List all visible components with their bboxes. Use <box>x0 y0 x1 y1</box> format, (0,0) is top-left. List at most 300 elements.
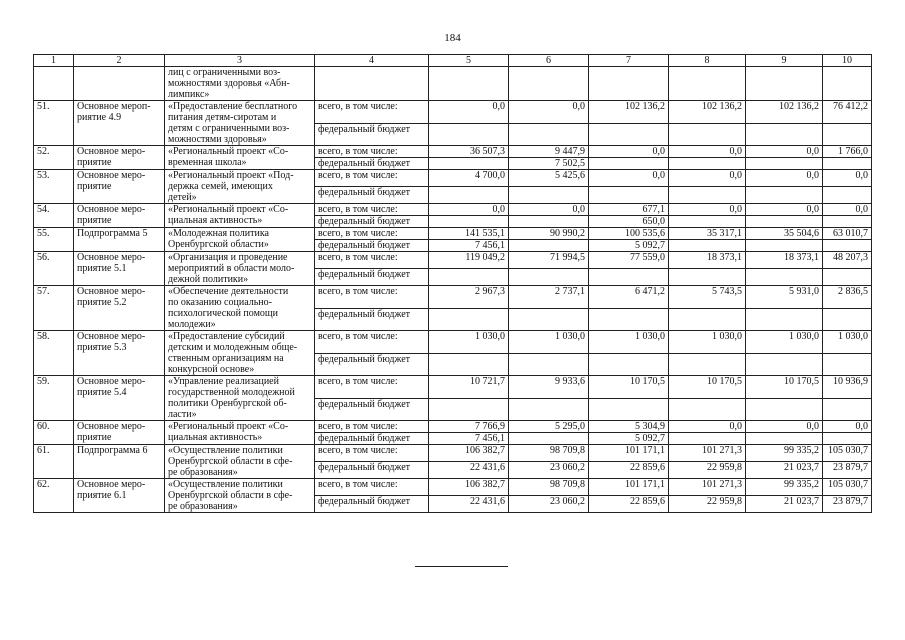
row-type-cell <box>74 445 165 479</box>
footer-rule <box>415 566 508 567</box>
amount-cell <box>746 308 823 331</box>
funding-source: всего, в том числе: <box>315 252 429 269</box>
amount-cell: 2 967,3 <box>429 286 509 309</box>
column-number: 7 <box>589 55 669 67</box>
amount-cell: 21 023,7 <box>746 462 823 479</box>
table-row <box>34 252 872 269</box>
amount-cell <box>429 67 509 101</box>
amount-cell: 10 936,9 <box>823 376 872 399</box>
row-name-line: можностями здоровья» <box>168 134 267 145</box>
amount-cell: 35 317,1 <box>669 228 746 240</box>
row-name-line: детям с ограниченными воз- <box>168 123 290 134</box>
amount-cell: 98 709,8 <box>509 479 589 496</box>
row-type-line: Основное меро- <box>77 252 146 263</box>
amount-cell: 5 931,0 <box>746 286 823 309</box>
amount-cell <box>746 67 823 101</box>
row-name-line: питания детям-сиротам и <box>168 112 277 123</box>
amount-cell <box>746 353 823 376</box>
amount-cell <box>509 308 589 331</box>
amount-cell <box>429 353 509 376</box>
amount-cell: 5 295,0 <box>509 421 589 433</box>
amount-cell: 0,0 <box>746 170 823 187</box>
row-name-line: ре образования» <box>168 467 238 478</box>
amount-cell <box>823 187 872 204</box>
row-name-cell <box>165 146 315 170</box>
row-type-line: Основное меро- <box>77 376 146 387</box>
amount-cell: 1 030,0 <box>746 331 823 354</box>
row-type-cell <box>74 376 165 421</box>
amount-cell <box>589 398 669 421</box>
amount-cell <box>823 308 872 331</box>
row-type-line: приятие 5.2 <box>77 297 127 308</box>
funding-source: федеральный бюджет <box>315 398 429 421</box>
row-number: 58. <box>34 331 74 376</box>
row-type-line: приятие 5.4 <box>77 387 127 398</box>
amount-cell: 102 136,2 <box>669 101 746 124</box>
amount-cell: 0,0 <box>746 421 823 433</box>
row-name-line: «Региональный проект «Со- <box>168 204 289 215</box>
table-row <box>34 67 872 101</box>
amount-cell: 22 959,8 <box>669 496 746 513</box>
amount-cell: 10 170,5 <box>669 376 746 399</box>
row-type-line: риятие 4.9 <box>77 112 122 123</box>
amount-cell <box>746 158 823 170</box>
amount-cell <box>823 433 872 445</box>
row-name-line: «Организация и проведение <box>168 252 288 263</box>
column-number: 2 <box>74 55 165 67</box>
funding-source: федеральный бюджет <box>315 353 429 376</box>
row-type-line: Основное мероп- <box>77 101 151 112</box>
amount-cell: 1 030,0 <box>669 331 746 354</box>
amount-cell: 76 412,2 <box>823 101 872 124</box>
funding-source: федеральный бюджет <box>315 462 429 479</box>
amount-cell <box>746 216 823 228</box>
amount-cell: 119 049,2 <box>429 252 509 269</box>
row-name-line: психологической помощи <box>168 308 278 319</box>
row-name-line: можностями здоровья «Абн- <box>168 78 290 89</box>
column-number-row <box>34 55 872 67</box>
row-type-line: Основное меро- <box>77 286 146 297</box>
amount-cell: 22 859,6 <box>589 462 669 479</box>
amount-cell: 1 030,0 <box>823 331 872 354</box>
row-type-cell <box>74 228 165 252</box>
amount-cell: 22 959,8 <box>669 462 746 479</box>
amount-cell: 0,0 <box>823 170 872 187</box>
amount-cell: 0,0 <box>669 146 746 158</box>
row-name-cell <box>165 479 315 513</box>
row-type-line: Основное меро- <box>77 204 146 215</box>
amount-cell: 21 023,7 <box>746 496 823 513</box>
amount-cell <box>746 187 823 204</box>
row-number: 55. <box>34 228 74 252</box>
row-number: 51. <box>34 101 74 146</box>
amount-cell: 106 382,7 <box>429 445 509 462</box>
row-type-cell <box>74 331 165 376</box>
row-name-line: лимпикс» <box>168 89 210 100</box>
amount-cell: 0,0 <box>669 170 746 187</box>
row-name-line: Оренбургской области в сфе- <box>168 490 293 501</box>
amount-cell <box>429 398 509 421</box>
row-name-line: «Предоставление субсидий <box>168 331 285 342</box>
amount-cell <box>746 398 823 421</box>
row-name-line: «Осуществление политики <box>168 479 283 490</box>
row-type-cell <box>74 479 165 513</box>
amount-cell: 9 933,6 <box>509 376 589 399</box>
row-name-cell <box>165 170 315 204</box>
row-number: 60. <box>34 421 74 445</box>
row-name-line: держка семей, имеющих <box>168 181 273 192</box>
column-number: 9 <box>746 55 823 67</box>
amount-cell <box>669 353 746 376</box>
amount-cell <box>669 158 746 170</box>
amount-cell: 0,0 <box>669 204 746 216</box>
row-type-line: Основное меро- <box>77 479 146 490</box>
amount-cell <box>589 187 669 204</box>
column-number: 1 <box>34 55 74 67</box>
row-name-line: ственным организациям на <box>168 353 284 364</box>
row-type-line: Подпрограмма 6 <box>77 445 148 456</box>
amount-cell: 1 030,0 <box>589 331 669 354</box>
amount-cell <box>823 158 872 170</box>
table-row <box>34 170 872 187</box>
amount-cell: 7 456,1 <box>429 240 509 252</box>
funding-source: всего, в том числе: <box>315 101 429 124</box>
amount-cell: 5 425,6 <box>509 170 589 187</box>
row-name-line: Оренбургской области» <box>168 239 269 250</box>
funding-source: федеральный бюджет <box>315 158 429 170</box>
table-row <box>34 146 872 158</box>
amount-cell <box>429 123 509 146</box>
funding-source <box>315 67 429 101</box>
amount-cell <box>746 240 823 252</box>
amount-cell <box>589 269 669 286</box>
row-type-cell <box>74 101 165 146</box>
amount-cell <box>669 67 746 101</box>
column-number: 5 <box>429 55 509 67</box>
row-name-line: «Обеспечение деятельности <box>168 286 289 297</box>
funding-source: всего, в том числе: <box>315 479 429 496</box>
amount-cell: 99 335,2 <box>746 445 823 462</box>
amount-cell: 6 471,2 <box>589 286 669 309</box>
amount-cell: 0,0 <box>746 146 823 158</box>
row-type-line: приятие 6.1 <box>77 490 127 501</box>
amount-cell: 0,0 <box>589 146 669 158</box>
table-row <box>34 286 872 309</box>
amount-cell: 2 836,5 <box>823 286 872 309</box>
row-type-line: приятие 5.1 <box>77 263 127 274</box>
funding-source: всего, в том числе: <box>315 421 429 433</box>
amount-cell <box>429 269 509 286</box>
amount-cell: 18 373,1 <box>746 252 823 269</box>
amount-cell: 100 535,6 <box>589 228 669 240</box>
row-name-line: детским и молодежным обще- <box>168 342 298 353</box>
amount-cell: 98 709,8 <box>509 445 589 462</box>
amount-cell: 71 994,5 <box>509 252 589 269</box>
row-name-line: мероприятий в области моло- <box>168 263 295 274</box>
row-type-cell <box>74 67 165 101</box>
amount-cell: 63 010,7 <box>823 228 872 240</box>
row-type-line: Основное меро- <box>77 170 146 181</box>
funding-source: всего, в том числе: <box>315 445 429 462</box>
amount-cell: 2 737,1 <box>509 286 589 309</box>
funding-source: федеральный бюджет <box>315 240 429 252</box>
amount-cell <box>589 308 669 331</box>
amount-cell: 1 030,0 <box>509 331 589 354</box>
row-name-line: временная школа» <box>168 157 247 168</box>
amount-cell: 23 060,2 <box>509 462 589 479</box>
row-name-cell <box>165 228 315 252</box>
row-number: 52. <box>34 146 74 170</box>
amount-cell: 10 170,5 <box>589 376 669 399</box>
amount-cell: 101 271,3 <box>669 445 746 462</box>
row-number: 54. <box>34 204 74 228</box>
amount-cell: 650,0 <box>589 216 669 228</box>
funding-source: федеральный бюджет <box>315 269 429 286</box>
amount-cell <box>509 433 589 445</box>
row-name-line: молодежи» <box>168 319 216 330</box>
amount-cell <box>823 123 872 146</box>
amount-cell <box>509 123 589 146</box>
amount-cell: 23 879,7 <box>823 462 872 479</box>
funding-source: федеральный бюджет <box>315 187 429 204</box>
row-type-line: Основное меро- <box>77 331 146 342</box>
amount-cell: 90 990,2 <box>509 228 589 240</box>
row-name-line: «Осуществление политики <box>168 445 283 456</box>
amount-cell: 0,0 <box>429 101 509 124</box>
row-name-line: ласти» <box>168 409 197 420</box>
row-number: 53. <box>34 170 74 204</box>
amount-cell: 5 743,5 <box>669 286 746 309</box>
funding-source: всего, в том числе: <box>315 204 429 216</box>
amount-cell: 101 271,3 <box>669 479 746 496</box>
row-name-cell <box>165 67 315 101</box>
amount-cell: 0,0 <box>509 204 589 216</box>
table-row <box>34 204 872 216</box>
amount-cell: 141 535,1 <box>429 228 509 240</box>
amount-cell: 36 507,3 <box>429 146 509 158</box>
amount-cell: 5 092,7 <box>589 433 669 445</box>
amount-cell <box>669 433 746 445</box>
amount-cell <box>823 216 872 228</box>
table-row <box>34 445 872 462</box>
amount-cell <box>589 158 669 170</box>
amount-cell: 0,0 <box>746 204 823 216</box>
row-type-line: Основное меро- <box>77 421 146 432</box>
amount-cell: 35 504,6 <box>746 228 823 240</box>
amount-cell <box>746 269 823 286</box>
amount-cell: 105 030,7 <box>823 445 872 462</box>
row-type-line: приятие 5.3 <box>77 342 127 353</box>
amount-cell: 23 060,2 <box>509 496 589 513</box>
amount-cell: 7 502,5 <box>509 158 589 170</box>
amount-cell <box>746 433 823 445</box>
amount-cell <box>589 123 669 146</box>
row-type-line: приятие <box>77 157 112 168</box>
funding-source: всего, в том числе: <box>315 228 429 240</box>
amount-cell: 22 859,6 <box>589 496 669 513</box>
row-name-cell <box>165 331 315 376</box>
table-row <box>34 376 872 399</box>
amount-cell <box>509 67 589 101</box>
row-name-cell <box>165 252 315 286</box>
amount-cell <box>669 123 746 146</box>
row-name-cell <box>165 101 315 146</box>
page-number: 184 <box>444 32 461 44</box>
row-type-line: приятие <box>77 181 112 192</box>
row-number: 59. <box>34 376 74 421</box>
amount-cell <box>746 123 823 146</box>
funding-source: федеральный бюджет <box>315 123 429 146</box>
amount-cell: 0,0 <box>589 170 669 187</box>
row-name-line: по оказанию социально- <box>168 297 272 308</box>
amount-cell: 4 700,0 <box>429 170 509 187</box>
amount-cell: 0,0 <box>509 101 589 124</box>
row-number: 61. <box>34 445 74 479</box>
funding-source: федеральный бюджет <box>315 216 429 228</box>
amount-cell <box>509 269 589 286</box>
amount-cell: 0,0 <box>669 421 746 433</box>
amount-cell <box>429 187 509 204</box>
amount-cell: 99 335,2 <box>746 479 823 496</box>
amount-cell <box>669 308 746 331</box>
amount-cell: 18 373,1 <box>669 252 746 269</box>
row-name-line: «Молодежная политика <box>168 228 269 239</box>
amount-cell <box>509 240 589 252</box>
row-name-line: «Региональный проект «Под- <box>168 170 294 181</box>
row-type-line: приятие <box>77 432 112 443</box>
funding-source: всего, в том числе: <box>315 376 429 399</box>
amount-cell: 7 766,9 <box>429 421 509 433</box>
funding-source: федеральный бюджет <box>315 496 429 513</box>
funding-source: федеральный бюджет <box>315 433 429 445</box>
funding-source: федеральный бюджет <box>315 308 429 331</box>
column-number: 10 <box>823 55 872 67</box>
row-number: 56. <box>34 252 74 286</box>
amount-cell <box>823 269 872 286</box>
amount-cell: 9 447,9 <box>509 146 589 158</box>
amount-cell: 10 170,5 <box>746 376 823 399</box>
row-name-line: государственной молодежной <box>168 387 295 398</box>
amount-cell: 0,0 <box>823 421 872 433</box>
row-name-line: детей» <box>168 192 197 203</box>
amount-cell <box>669 398 746 421</box>
column-number: 4 <box>315 55 429 67</box>
row-name-line: Оренбургской области в сфе- <box>168 456 293 467</box>
amount-cell: 1 030,0 <box>429 331 509 354</box>
funding-source: всего, в том числе: <box>315 170 429 187</box>
column-number: 8 <box>669 55 746 67</box>
amount-cell: 5 304,9 <box>589 421 669 433</box>
amount-cell: 102 136,2 <box>589 101 669 124</box>
table-row <box>34 101 872 124</box>
table-row <box>34 421 872 433</box>
table-row <box>34 228 872 240</box>
row-name-line: «Предоставление бесплатного <box>168 101 298 112</box>
column-number: 3 <box>165 55 315 67</box>
amount-cell <box>429 308 509 331</box>
amount-cell: 677,1 <box>589 204 669 216</box>
table-row <box>34 331 872 354</box>
amount-cell: 101 171,1 <box>589 479 669 496</box>
funding-source: всего, в том числе: <box>315 286 429 309</box>
funding-source: всего, в том числе: <box>315 146 429 158</box>
row-name-cell <box>165 445 315 479</box>
amount-cell: 48 207,3 <box>823 252 872 269</box>
amount-cell: 0,0 <box>823 204 872 216</box>
row-type-cell <box>74 146 165 170</box>
amount-cell: 22 431,6 <box>429 462 509 479</box>
amount-cell: 102 136,2 <box>746 101 823 124</box>
amount-cell: 0,0 <box>429 204 509 216</box>
amount-cell <box>669 269 746 286</box>
amount-cell: 105 030,7 <box>823 479 872 496</box>
row-name-line: политики Оренбургской об- <box>168 398 287 409</box>
amount-cell <box>669 187 746 204</box>
row-number: 62. <box>34 479 74 513</box>
amount-cell: 77 559,0 <box>589 252 669 269</box>
row-name-line: конкурсной основе» <box>168 364 255 375</box>
row-name-line: «Управление реализацией <box>168 376 279 387</box>
amount-cell <box>429 158 509 170</box>
row-number: 57. <box>34 286 74 331</box>
amount-cell <box>509 216 589 228</box>
row-name-line: «Региональный проект «Со- <box>168 421 289 432</box>
amount-cell <box>823 67 872 101</box>
row-name-line: ре образования» <box>168 501 238 512</box>
table-row <box>34 479 872 496</box>
amount-cell: 106 382,7 <box>429 479 509 496</box>
amount-cell <box>823 398 872 421</box>
amount-cell: 101 171,1 <box>589 445 669 462</box>
row-name-line: циальная активность» <box>168 432 263 443</box>
row-name-cell <box>165 376 315 421</box>
row-name-line: циальная активность» <box>168 215 263 226</box>
amount-cell <box>589 353 669 376</box>
amount-cell <box>823 240 872 252</box>
column-number: 6 <box>509 55 589 67</box>
row-type-cell <box>74 286 165 331</box>
amount-cell: 5 092,7 <box>589 240 669 252</box>
row-type-cell <box>74 421 165 445</box>
amount-cell: 1 766,0 <box>823 146 872 158</box>
funding-source: всего, в том числе: <box>315 331 429 354</box>
row-type-cell <box>74 170 165 204</box>
row-name-line: лиц с ограниченными воз- <box>168 67 281 78</box>
amount-cell <box>669 240 746 252</box>
amount-cell <box>509 187 589 204</box>
row-number <box>34 67 74 101</box>
budget-table <box>33 54 872 513</box>
row-name-cell <box>165 421 315 445</box>
amount-cell: 7 456,1 <box>429 433 509 445</box>
amount-cell <box>509 353 589 376</box>
row-name-line: дежной политики» <box>168 274 249 285</box>
amount-cell <box>429 216 509 228</box>
row-name-line: «Региональный проект «Со- <box>168 146 289 157</box>
amount-cell <box>589 67 669 101</box>
row-type-line: приятие <box>77 215 112 226</box>
row-type-cell <box>74 204 165 228</box>
amount-cell <box>669 216 746 228</box>
amount-cell: 10 721,7 <box>429 376 509 399</box>
row-type-line: Основное меро- <box>77 146 146 157</box>
amount-cell <box>509 398 589 421</box>
amount-cell: 22 431,6 <box>429 496 509 513</box>
row-type-line: Подпрограмма 5 <box>77 228 148 239</box>
amount-cell <box>823 353 872 376</box>
row-type-cell <box>74 252 165 286</box>
row-name-cell <box>165 204 315 228</box>
